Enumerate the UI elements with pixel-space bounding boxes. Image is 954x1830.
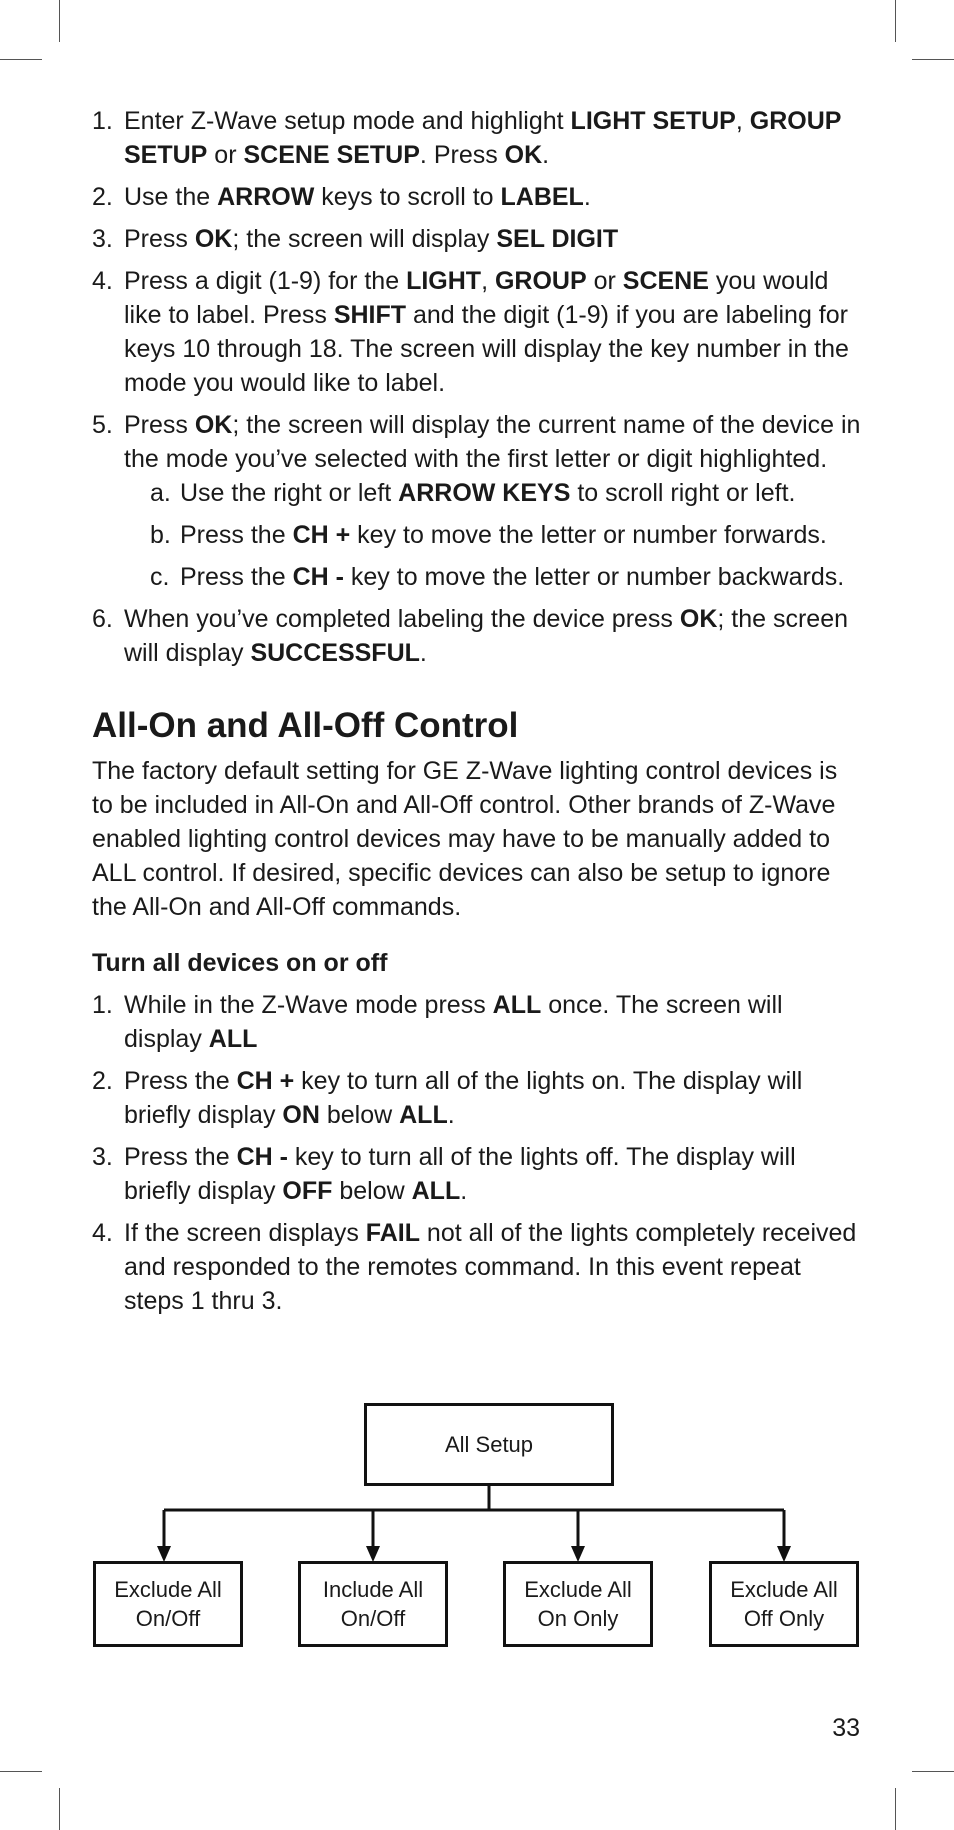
text-run: Press a digit (1-9) for the xyxy=(124,267,407,295)
bold-term: LABEL xyxy=(500,183,584,211)
diagram-child-label: Exclude All Off Only xyxy=(730,1577,838,1631)
bold-term: SCENE SETUP xyxy=(243,141,420,169)
text-run: once. The screen will display xyxy=(124,991,783,1053)
text-run: Press the xyxy=(180,521,293,549)
arrowhead xyxy=(571,1546,585,1562)
text-run: . Press xyxy=(419,141,505,169)
text-run: and the digit (1-9) if you are labeling for keys 10 through 18. The screen will display the key number in the mode you would like to label. xyxy=(124,301,849,397)
item-text xyxy=(180,479,795,507)
bold-term: ALL xyxy=(208,1025,258,1053)
text-run: to scroll right or left. xyxy=(570,479,796,507)
text-run: ; the screen will display the current name of the device in the mode you’ve selected with the first letter or digit highlighted. xyxy=(124,411,861,473)
section-paragraph: The factory default setting for GE Z-Wave lighting control devices is to be included in All-On and All-Off control. Other brands of Z-Wave enabled lighting control devices may have to be manually added to ALL control. If desired, specific devices can also be setup to ignore the All-On and All-Off commands. xyxy=(92,757,838,921)
text-run: Press the xyxy=(180,563,293,591)
bold-term: SCENE xyxy=(622,267,709,295)
label-steps-list xyxy=(92,104,862,670)
item-number: 2. xyxy=(92,183,113,211)
bold-term: OK xyxy=(679,605,718,633)
text-run: , xyxy=(481,267,495,295)
step-item xyxy=(92,104,862,172)
step-item xyxy=(92,1064,862,1132)
crop-mark xyxy=(0,59,42,60)
diagram-child-label: Include All On/Off xyxy=(322,1577,424,1631)
text-run: ; the screen will display xyxy=(124,605,849,667)
bold-term: SUCCESSFUL xyxy=(250,639,420,667)
crop-mark xyxy=(895,1788,896,1830)
bold-term: OK xyxy=(194,225,233,253)
text-run: or xyxy=(586,267,623,295)
arrowhead xyxy=(366,1546,380,1562)
text-run: key to move the letter or number backwards. xyxy=(343,563,845,591)
text-run: key to turn all of the lights on. The display will briefly display xyxy=(124,1067,803,1129)
bold-term: ARROW xyxy=(217,183,315,211)
bold-term: LIGHT xyxy=(406,267,482,295)
step-item xyxy=(92,1216,862,1318)
diagram-child-box xyxy=(709,1561,859,1647)
item-text xyxy=(180,563,844,591)
diagram-child-label: Exclude All On/Off xyxy=(114,1577,222,1631)
bold-term: CH + xyxy=(292,521,351,549)
bold-term: GROUP SETUP xyxy=(124,107,841,169)
text-run: Press the xyxy=(124,1143,237,1171)
item-number: a. xyxy=(150,479,171,507)
text-run: keys to scroll to xyxy=(314,183,501,211)
crop-mark xyxy=(895,0,896,42)
item-text xyxy=(180,521,827,549)
diagram-child-box xyxy=(503,1561,653,1647)
step-item xyxy=(92,602,862,670)
item-text xyxy=(124,225,618,253)
step-item xyxy=(92,988,862,1056)
item-number: 2. xyxy=(92,1067,113,1095)
crop-mark xyxy=(912,1771,954,1772)
text-run: key to turn all of the lights off. The display will briefly display xyxy=(124,1143,796,1205)
item-number: 3. xyxy=(92,225,113,253)
sub-step-item xyxy=(150,518,862,552)
text-run: or xyxy=(207,141,244,169)
text-run: If the screen displays xyxy=(124,1219,366,1247)
bold-term: CH - xyxy=(292,563,344,591)
bold-term: ALL xyxy=(411,1177,461,1205)
item-text xyxy=(124,1219,856,1315)
bold-term: ON xyxy=(282,1101,320,1129)
item-number: c. xyxy=(150,563,170,591)
crop-mark xyxy=(0,1771,42,1772)
bold-term: SHIFT xyxy=(333,301,407,329)
text-run: Use the right or left xyxy=(180,479,399,507)
crop-mark xyxy=(59,1788,60,1830)
text-run: you would like to label. Press xyxy=(124,267,829,329)
bold-term: FAIL xyxy=(365,1219,420,1247)
step-item xyxy=(92,408,862,594)
text-run: Enter Z-Wave setup mode and highlight xyxy=(124,107,571,135)
bold-term: GROUP xyxy=(494,267,587,295)
page-content xyxy=(92,104,862,1326)
crop-mark xyxy=(912,59,954,60)
section-title: All-On and All-Off Control xyxy=(92,706,519,745)
text-run: below xyxy=(332,1177,412,1205)
item-number: 1. xyxy=(92,107,113,135)
sub-step-item xyxy=(150,560,862,594)
diagram-root-box xyxy=(364,1403,614,1486)
bold-term: CH + xyxy=(236,1067,295,1095)
item-text xyxy=(124,991,783,1053)
text-run: below xyxy=(319,1101,400,1129)
bold-term: LIGHT SETUP xyxy=(570,107,736,135)
text-run: . xyxy=(542,141,550,169)
bold-term: OK xyxy=(194,411,233,439)
item-text xyxy=(124,107,841,169)
step-item xyxy=(92,1140,862,1208)
item-number: 4. xyxy=(92,267,113,295)
item-text xyxy=(124,605,848,667)
text-run: . xyxy=(419,639,427,667)
item-text xyxy=(124,1143,796,1205)
item-number: 6. xyxy=(92,605,113,633)
item-text xyxy=(124,183,591,211)
bold-term: OFF xyxy=(282,1177,333,1205)
page-number: 33 xyxy=(832,1714,860,1742)
bold-term: ALL xyxy=(399,1101,448,1129)
diagram-child-label: Exclude All On Only xyxy=(524,1577,632,1631)
diagram-child-box xyxy=(93,1561,243,1647)
bold-term: ALL xyxy=(492,991,542,1019)
text-run: When you’ve completed labeling the device press xyxy=(124,605,680,633)
text-run: Press xyxy=(124,411,195,439)
sub-steps-list xyxy=(124,476,862,594)
bold-term: CH - xyxy=(236,1143,288,1171)
text-run: ; the screen will display xyxy=(232,225,497,253)
text-run: , xyxy=(735,107,750,135)
bold-term: OK xyxy=(504,141,543,169)
sub-step-item xyxy=(150,476,862,510)
crop-mark xyxy=(59,0,60,42)
text-run: Press the xyxy=(124,1067,237,1095)
item-text xyxy=(124,267,849,397)
bold-term: SEL DIGIT xyxy=(496,225,619,253)
arrowhead xyxy=(157,1546,171,1562)
text-run: Use the xyxy=(124,183,218,211)
text-run: key to move the letter or number forwards. xyxy=(350,521,827,549)
step-item xyxy=(92,180,862,214)
item-text xyxy=(124,1067,802,1129)
text-run: . xyxy=(583,183,591,211)
text-run: Press xyxy=(124,225,195,253)
step-item xyxy=(92,222,862,256)
item-number: 1. xyxy=(92,991,113,1019)
text-run: . xyxy=(447,1101,455,1129)
text-run: While in the Z-Wave mode press xyxy=(124,991,493,1019)
step-item xyxy=(92,264,862,400)
all-steps-list xyxy=(92,988,862,1318)
item-number: b. xyxy=(150,521,171,549)
item-number: 5. xyxy=(92,411,113,439)
text-run: . xyxy=(460,1177,468,1205)
bold-term: ARROW KEYS xyxy=(398,479,571,507)
diagram-child-box xyxy=(298,1561,448,1647)
diagram-root-label: All Setup xyxy=(444,1432,534,1457)
item-text xyxy=(124,411,860,473)
arrowhead xyxy=(777,1546,791,1562)
item-number: 3. xyxy=(92,1143,113,1171)
text-run: not all of the lights completely received and responded to the remotes command. In this event repeat steps 1 thru 3. xyxy=(124,1219,857,1315)
subheading: Turn all devices on or off xyxy=(92,949,388,977)
item-number: 4. xyxy=(92,1219,113,1247)
